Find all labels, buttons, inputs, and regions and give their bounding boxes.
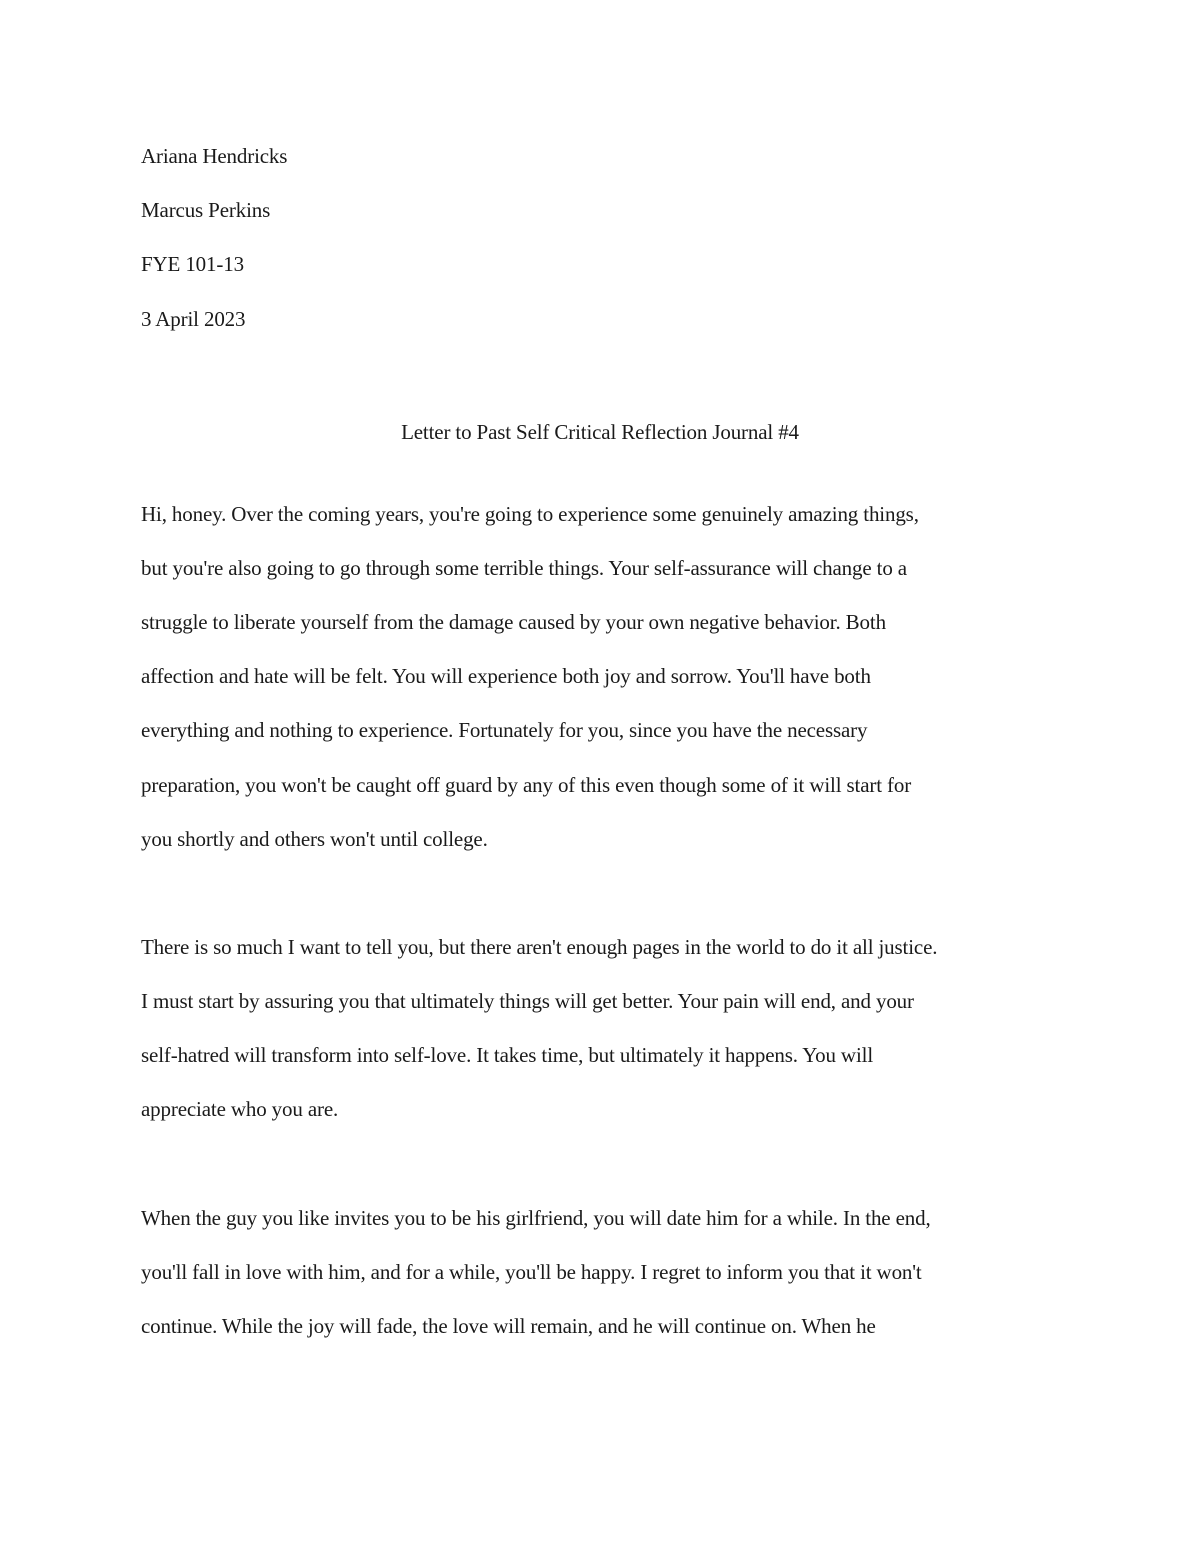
course-name: FYE 101-13 <box>141 252 244 276</box>
paragraph-line: I must start by assuring you that ultimately things will get better. Your pain will end, and your <box>141 989 914 1013</box>
paragraph-line: appreciate who you are. <box>141 1097 339 1121</box>
paragraph-line: When the guy you like invites you to be his girlfriend, you will date him for a while. In the end, <box>141 1206 931 1230</box>
paragraph-line: self-hatred will transform into self-love. It takes time, but ultimately it happens. You will <box>141 1043 874 1067</box>
paragraph-line: There is so much I want to tell you, but there aren't enough pages in the world to do it all justice. <box>141 935 938 959</box>
student-name: Ariana Hendricks <box>141 144 288 168</box>
paragraph-line: preparation, you won't be caught off guard by any of this even though some of it will start for <box>141 773 912 797</box>
document-title: Letter to Past Self Critical Reflection Journal #4 <box>401 420 799 444</box>
paragraph-line: but you're also going to go through some terrible things. Your self-assurance will change to a <box>141 556 907 580</box>
paragraph-line: affection and hate will be felt. You will experience both joy and sorrow. You'll have both <box>141 664 871 688</box>
paragraph-line: you shortly and others won't until college. <box>141 827 488 851</box>
paragraph-line: Hi, honey. Over the coming years, you're going to experience some genuinely amazing things, <box>141 502 919 526</box>
paragraph-line: you'll fall in love with him, and for a while, you'll be happy. I regret to inform you that it won't <box>141 1260 922 1284</box>
paragraph-line: continue. While the joy will fade, the love will remain, and he will continue on. When he <box>141 1314 876 1338</box>
instructor-name: Marcus Perkins <box>141 198 271 222</box>
document-date: 3 April 2023 <box>141 307 246 331</box>
paragraph-line: everything and nothing to experience. Fortunately for you, since you have the necessary <box>141 718 868 742</box>
paragraph-line: struggle to liberate yourself from the damage caused by your own negative behavior. Both <box>141 610 886 634</box>
